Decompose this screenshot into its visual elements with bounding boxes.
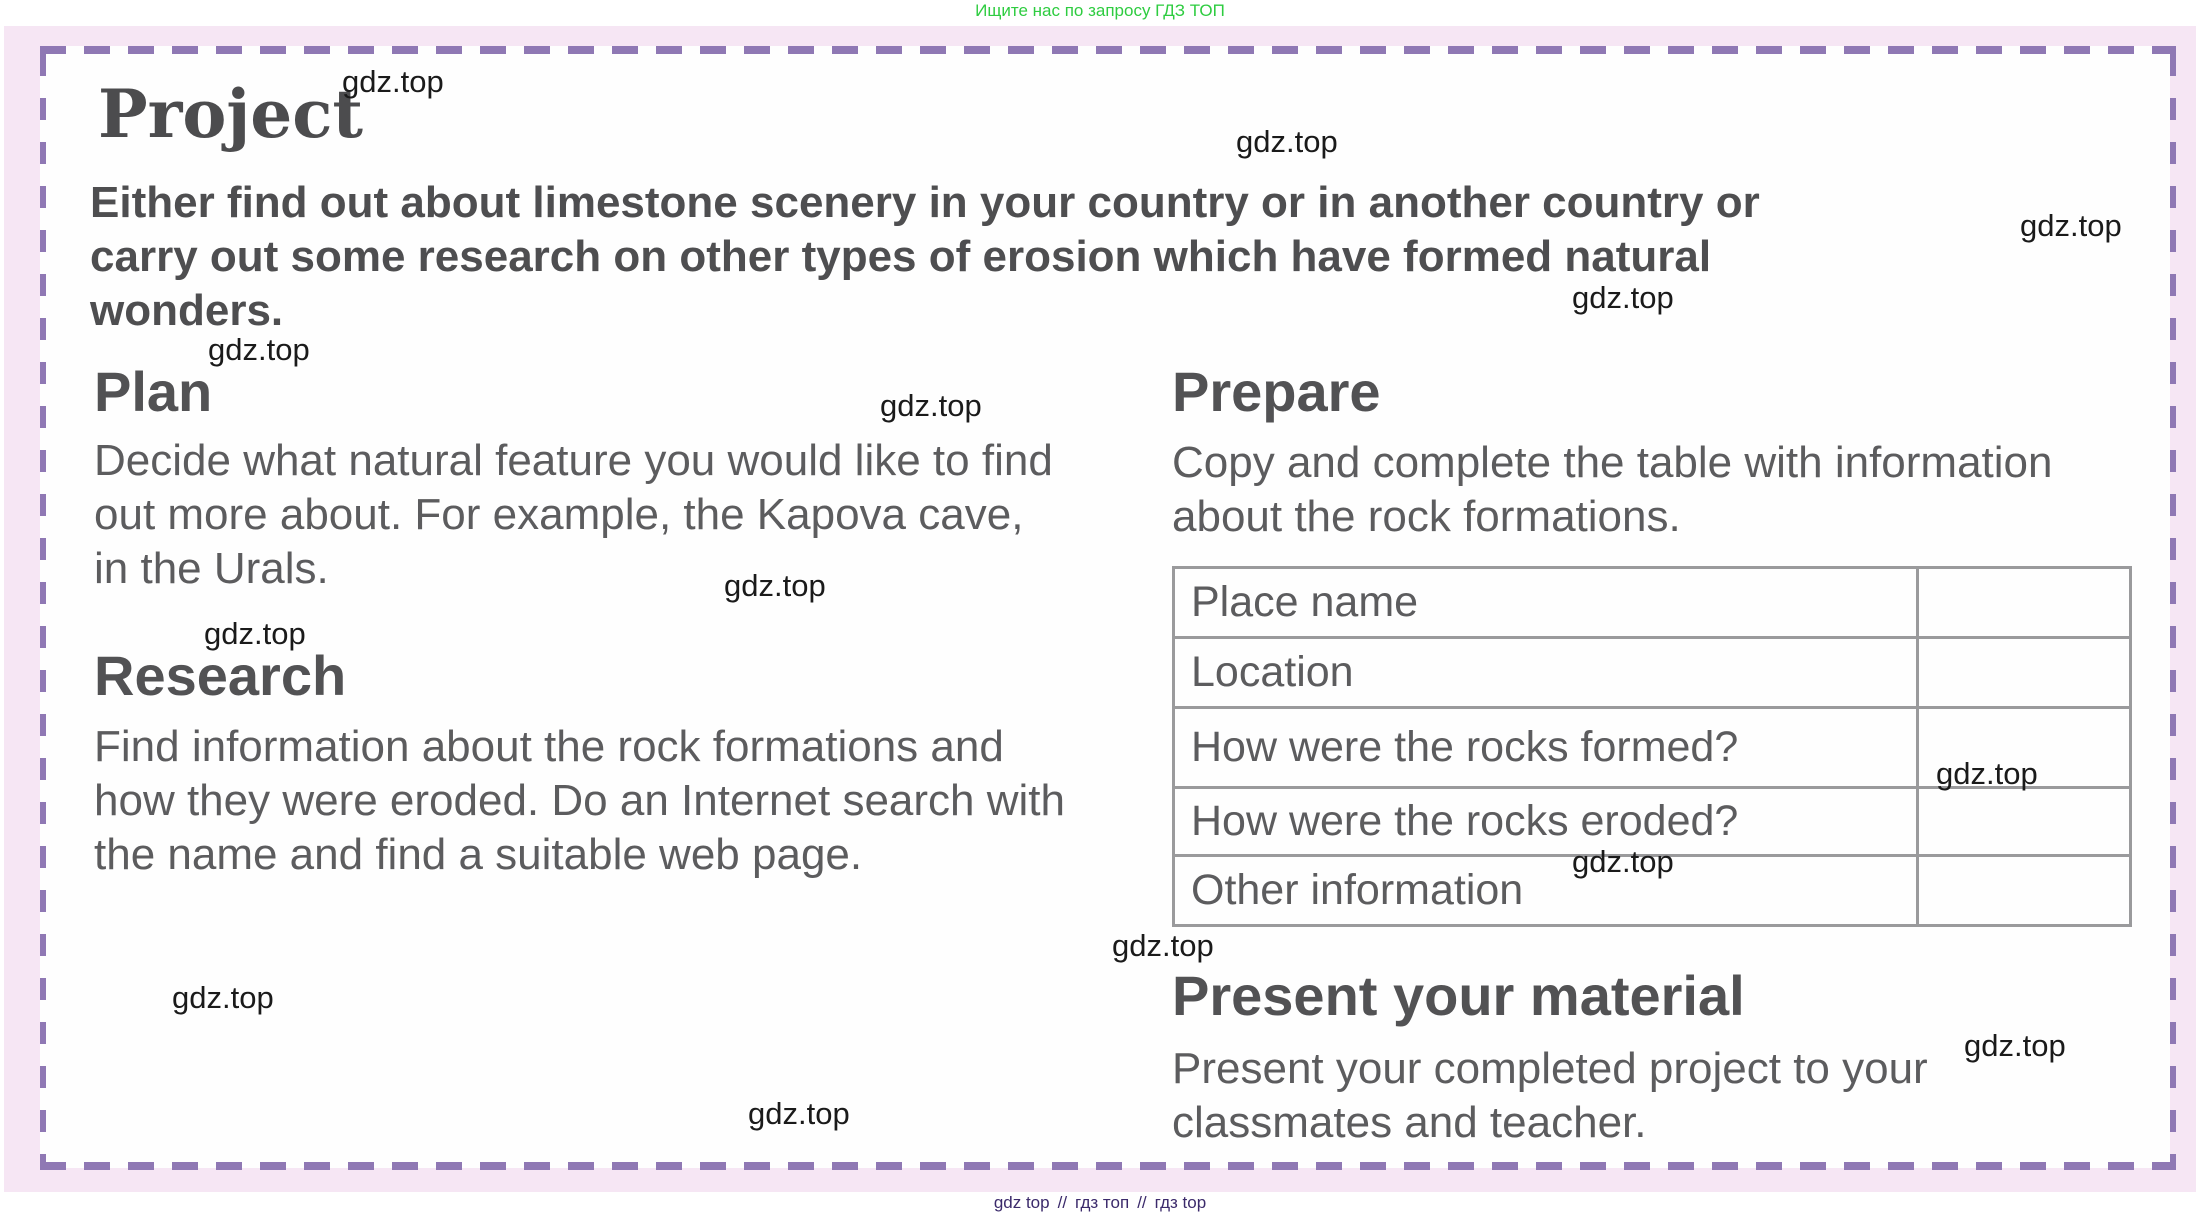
watermark: gdz.top xyxy=(342,64,444,99)
watermark: gdz.top xyxy=(1936,756,2038,791)
watermark: gdz.top xyxy=(2020,208,2122,243)
project-title: Project xyxy=(98,75,363,153)
plan-heading: Plan xyxy=(94,360,213,423)
top-search-hint[interactable]: Ищите нас по запросу ГДЗ ТОП xyxy=(975,1,1225,20)
research-text: Find information about the rock formations and how they were eroded. Do an Internet search with the name and find a suitable web page. xyxy=(94,722,1065,879)
table-row xyxy=(1174,638,2131,708)
bottom-link-gdz-top-mixed[interactable]: гдз top xyxy=(1154,1193,1207,1212)
watermark: gdz.top xyxy=(748,1096,850,1131)
table-blank-cell xyxy=(1918,638,2131,708)
research-heading: Research xyxy=(94,644,347,707)
table-row-label: Place name xyxy=(1174,568,1918,638)
bottom-link-separator: // xyxy=(1057,1193,1068,1212)
plan-text: Decide what natural feature you would like to find out more about. For example, the Kapova cave, in the Urals. xyxy=(94,436,1053,593)
watermark: gdz.top xyxy=(1964,1028,2066,1063)
prepare-text: Copy and complete the table with information about the rock formations. xyxy=(1172,438,2053,541)
table-blank-cell xyxy=(1918,788,2131,856)
project-intro: Either find out about limestone scenery in your country or in another country or carry out some research on other types of erosion which have formed natural wonders. xyxy=(90,178,1760,335)
prepare-heading: Prepare xyxy=(1172,360,1381,423)
watermark: gdz.top xyxy=(1236,124,1338,159)
watermark: gdz.top xyxy=(880,388,982,423)
dashed-border-right xyxy=(2170,54,2176,1162)
bottom-links xyxy=(0,1192,2200,1214)
table-row-label: How were the rocks formed? xyxy=(1174,708,1918,788)
table-blank-cell xyxy=(1918,856,2131,926)
watermark: gdz.top xyxy=(1572,280,1674,315)
dashed-border-left xyxy=(40,54,46,1162)
bottom-link-gdz-top-ru[interactable]: гдз топ xyxy=(1075,1193,1130,1212)
bottom-link-separator: // xyxy=(1137,1193,1147,1212)
table-blank-cell xyxy=(1918,568,2131,638)
dashed-border-top xyxy=(40,46,2176,54)
bottom-link-gdz-top[interactable]: gdz top xyxy=(993,1193,1050,1212)
table-row-label: Location xyxy=(1174,638,1918,708)
watermark: gdz.top xyxy=(204,616,306,651)
watermark: gdz.top xyxy=(1572,844,1674,879)
table-row xyxy=(1174,568,2131,638)
present-heading: Present your material xyxy=(1172,964,1745,1027)
watermark: gdz.top xyxy=(724,568,826,603)
table-row-label: How were the rocks eroded? xyxy=(1174,788,1918,856)
dashed-border-bottom xyxy=(40,1162,2176,1170)
present-text: Present your completed project to your classmates and teacher. xyxy=(1172,1044,1928,1147)
watermark: gdz.top xyxy=(172,980,274,1015)
watermark: gdz.top xyxy=(208,332,310,367)
watermark: gdz.top xyxy=(1112,928,1214,963)
table-row-label: Other information xyxy=(1174,856,1918,926)
